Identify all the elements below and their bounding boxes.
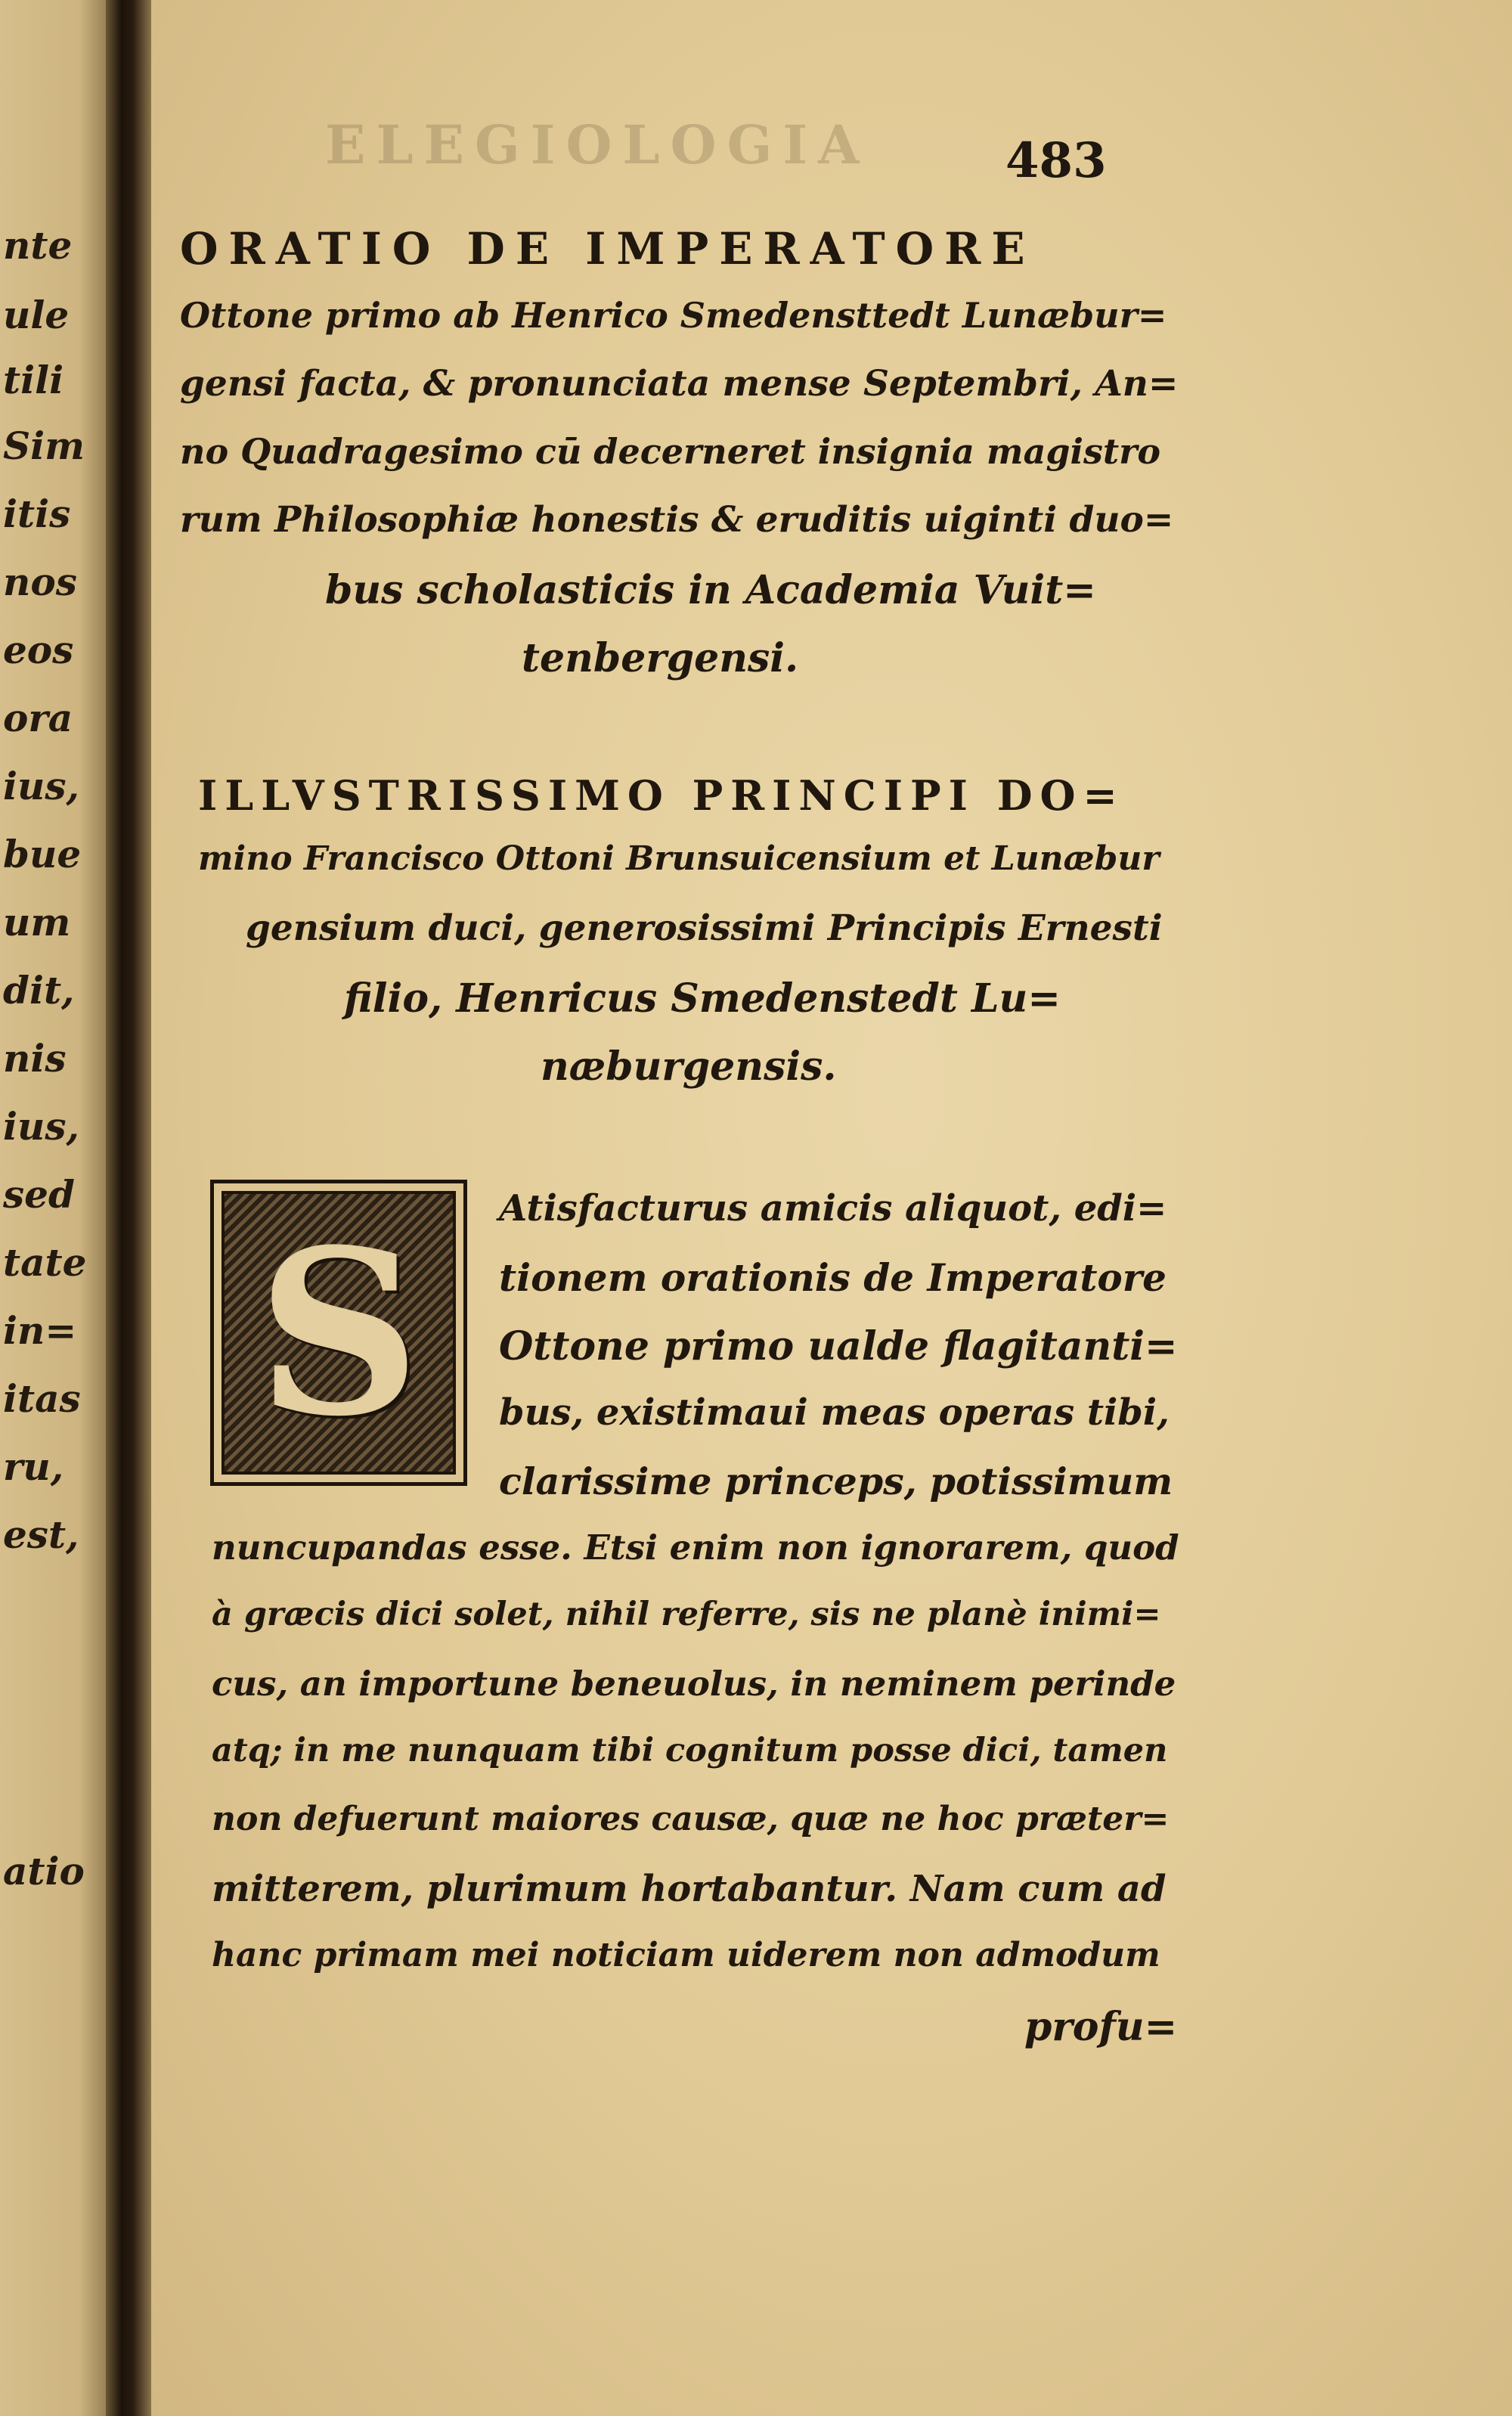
margin-fragment: bue	[3, 832, 82, 876]
margin-fragment: tili	[3, 358, 64, 402]
margin-fragment: in=	[3, 1308, 77, 1353]
heading-line: tenbergensi.	[522, 635, 799, 681]
margin-fragment: itis	[3, 492, 71, 536]
body-line: à græcis dici solet, nihil referre, sis ne planè inimi=	[212, 1596, 1161, 1633]
margin-fragment: itas	[3, 1376, 81, 1421]
margin-fragment: dit,	[3, 968, 75, 1013]
margin-fragment: ius,	[3, 764, 79, 808]
catchword: profu=	[1024, 2004, 1178, 2050]
margin-fragment: atio	[3, 1849, 85, 1893]
dedication-line: filio, Henricus Smedenstedt Lu=	[344, 975, 1061, 1022]
body-line: nuncupandas esse. Etsi enim non ignorarem, quod	[212, 1527, 1179, 1568]
margin-fragment: sed	[3, 1172, 75, 1217]
heading-line: no Quadragesimo cū decerneret insignia magistro	[180, 431, 1161, 472]
heading-line: rum Philosophiæ honestis & eruditis uiginti duo=	[180, 499, 1174, 541]
body-line: mitterem, plurimum hortabantur. Nam cum ad	[212, 1868, 1167, 1910]
body-line: non defuerunt maiores causæ, quæ ne hoc præter=	[212, 1800, 1170, 1838]
heading-line: gensi facta, & pronunciata mense Septembri, An=	[180, 363, 1179, 405]
margin-fragment: um	[3, 900, 71, 944]
margin-fragment: ora	[3, 696, 73, 740]
margin-fragment: ius,	[3, 1104, 79, 1149]
dedication-line: mino Francisco Ottoni Brunsuicensium et Lunæbur	[198, 839, 1160, 878]
margin-fragment: nos	[3, 560, 77, 604]
margin-fragment: Sim	[3, 423, 85, 468]
body-line: hanc primam mei noticiam uiderem non admodum	[212, 1936, 1160, 1974]
margin-fragment: eos	[3, 628, 74, 672]
body-line: tionem orationis de Imperatore	[499, 1255, 1167, 1300]
body-line: Ottone primo ualde flagitanti=	[499, 1323, 1178, 1369]
body-line: atq; in me nunquam tibi cognitum posse dici, tamen	[212, 1732, 1168, 1769]
dedication-line: ILLVSTRISSIMO PRINCIPI DO=	[198, 771, 1125, 820]
facing-page-edge	[0, 0, 113, 2416]
margin-fragment: ru,	[3, 1444, 64, 1489]
body-line: cus, an importune beneuolus, in neminem perinde	[212, 1664, 1176, 1704]
margin-fragment: ule	[3, 293, 70, 337]
dedication-line: næburgensis.	[541, 1044, 837, 1090]
bleed-through-text: ELEGIOLOGIA	[325, 113, 870, 176]
page-number: 483	[1005, 132, 1107, 189]
body-line: bus, existimaui meas operas tibi,	[499, 1391, 1170, 1434]
drop-cap-woodcut	[210, 1180, 467, 1486]
margin-fragment: est,	[3, 1512, 79, 1557]
dedication-line: gensium duci, generosissimi Principis Ernesti	[246, 907, 1163, 949]
body-line: Atisfacturus amicis aliquot, edi=	[499, 1187, 1167, 1230]
margin-fragment: nte	[3, 223, 73, 268]
heading-line: bus scholasticis in Academia Vuit=	[325, 567, 1096, 613]
margin-fragment: tate	[3, 1240, 87, 1285]
heading-line: Ottone primo ab Henrico Smedensttedt Lunæbur=	[180, 295, 1167, 336]
margin-fragment: nis	[3, 1036, 67, 1081]
book-gutter	[106, 0, 151, 2416]
drop-cap-letter: S	[256, 1199, 421, 1466]
heading-line: ORATIO DE IMPERATORE	[180, 223, 1036, 274]
body-line: clarissime princeps, potissimum	[499, 1459, 1173, 1503]
